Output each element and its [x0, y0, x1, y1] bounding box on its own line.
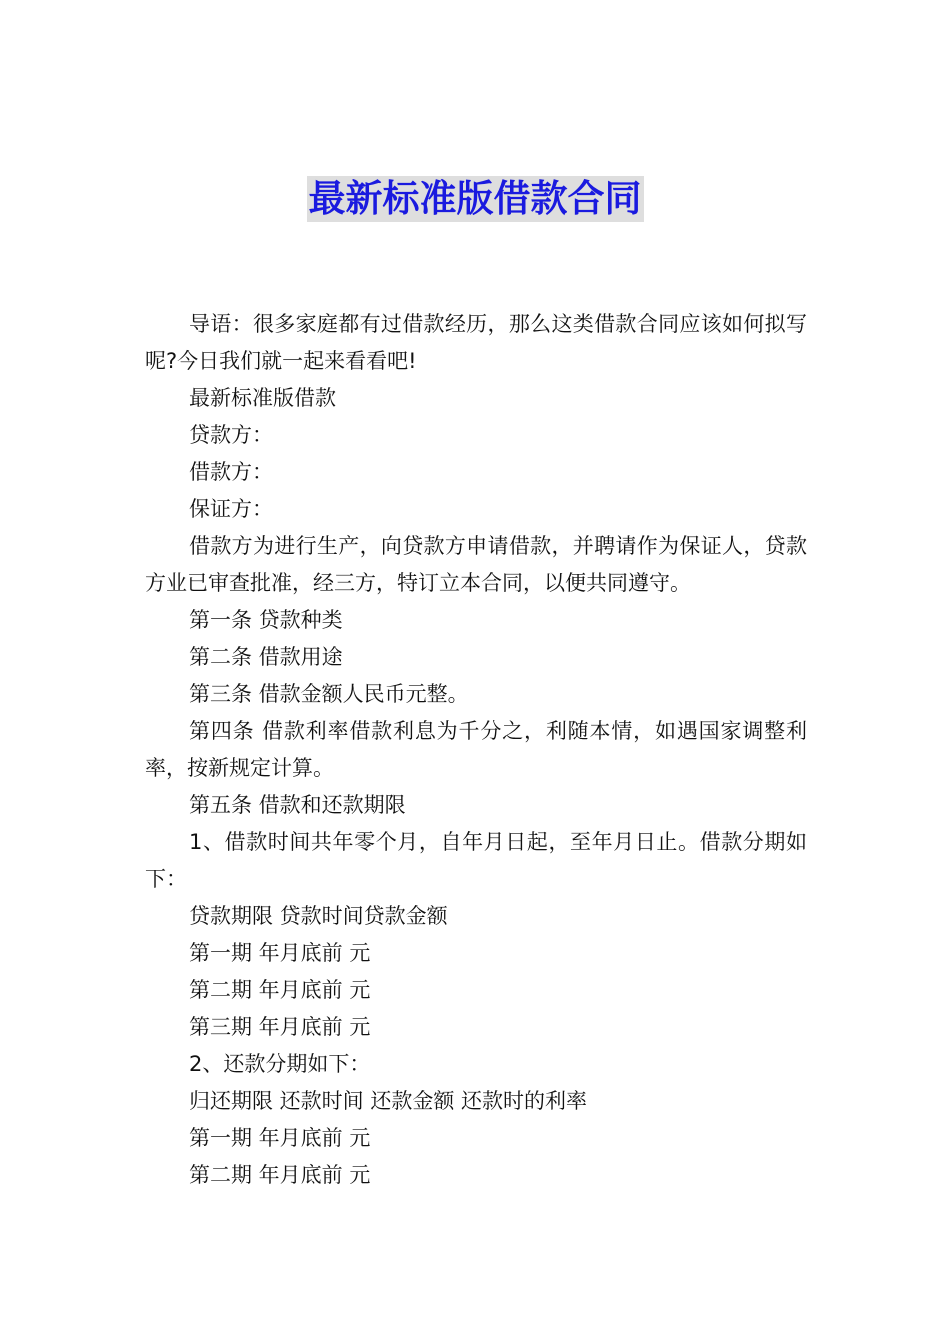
paragraph-repayment: 2、还款分期如下：	[189, 1052, 371, 1076]
paragraph-preamble: 借款方为进行生产，向贷款方申请借款，并聘请作为保证人，贷款方业已审查批准，经三方，特订立本合同，以便共同遵守。	[145, 534, 807, 595]
paragraph-article-5: 第五条 借款和还款期限	[189, 793, 406, 817]
paragraph-article-3: 第三条 借款金额人民币元整。	[189, 682, 469, 706]
paragraph-loan-phase-3: 第三期 年月底前 元	[189, 1015, 371, 1039]
paragraph-guarantor: 保证方：	[189, 497, 273, 521]
paragraph-article-4: 第四条 借款利率借款利息为千分之，利随本情，如遇国家调整利率，按新规定计算。	[145, 719, 807, 780]
paragraph-loan-table-header: 贷款期限 贷款时间贷款金额	[189, 904, 448, 928]
document-body	[145, 306, 807, 1194]
paragraph-repay-phase-2: 第二期 年月底前 元	[189, 1163, 371, 1187]
paragraph-loan-phase-2: 第二期 年月底前 元	[189, 978, 371, 1002]
paragraph-borrower: 借款方：	[189, 460, 273, 484]
paragraph-lender: 贷款方：	[189, 423, 273, 447]
document-title: 最新标准版借款合同	[308, 177, 642, 220]
paragraph-article-1: 第一条 贷款种类	[189, 608, 343, 632]
paragraph-intro: 导语：很多家庭都有过借款经历，那么这类借款合同应该如何拟写呢?今日我们就一起来看看吧!	[145, 312, 807, 373]
paragraph-repay-table-header: 归还期限 还款时间 还款金额 还款时的利率	[189, 1089, 588, 1113]
paragraph-subtitle: 最新标准版借款	[189, 386, 336, 410]
paragraph-repay-phase-1: 第一期 年月底前 元	[189, 1126, 371, 1150]
paragraph-loan-phase-1: 第一期 年月底前 元	[189, 941, 371, 965]
paragraph-loan-term: 1、借款时间共年零个月，自年月日起，至年月日止。借款分期如下：	[145, 830, 807, 891]
paragraph-article-2: 第二条 借款用途	[189, 645, 343, 669]
title-container	[0, 176, 950, 222]
